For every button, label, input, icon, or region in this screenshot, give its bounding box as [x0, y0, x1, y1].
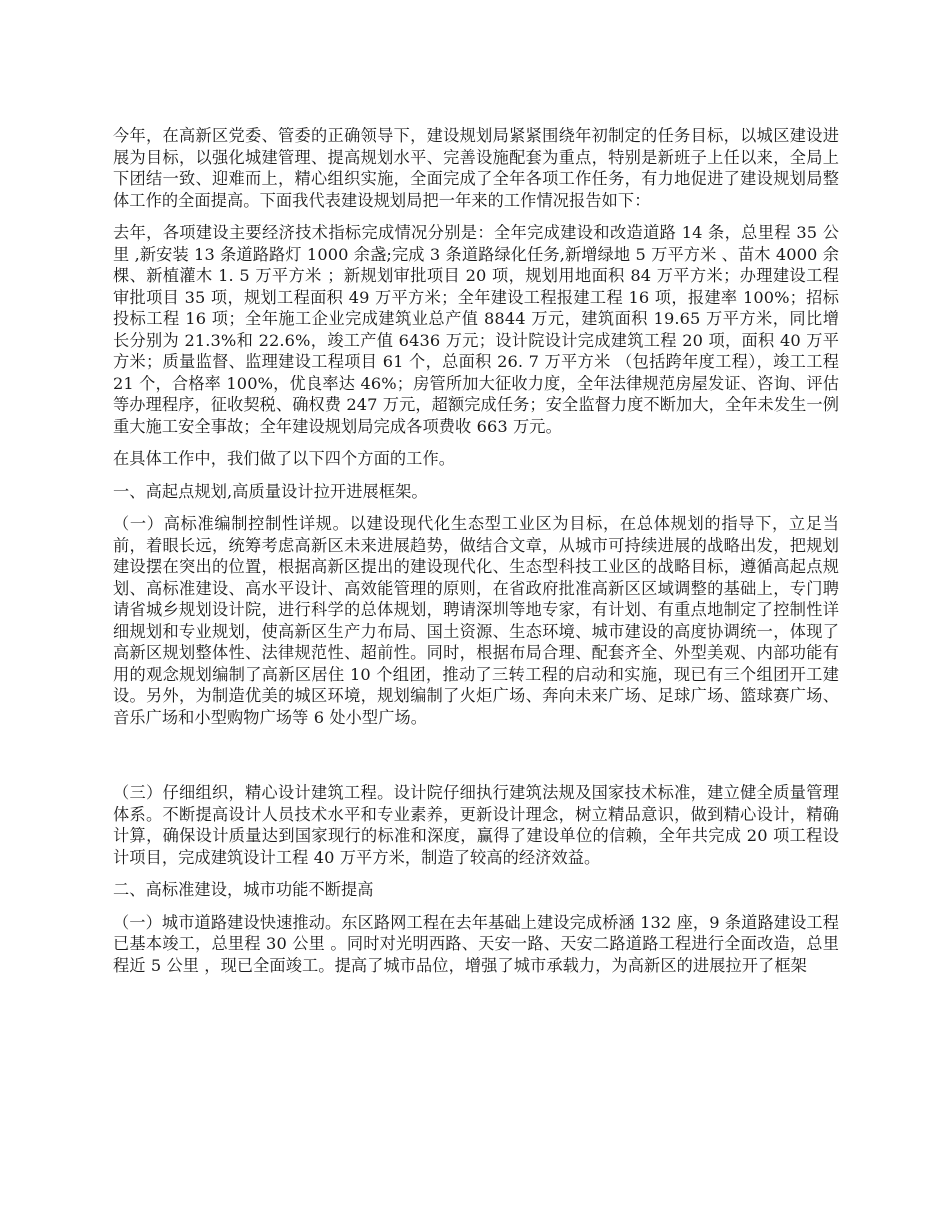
subsection-road-construction: （一）城市道路建设快速推动。东区路网工程在去年基础上建设完成桥涵 132 座，9 条道路建设工程已基本竣工，总里程 30 公里 。同时对光明西路、天安一路、天安二路道路工程进行全面改造，总里程近 5 公里 ，现已全面竣工。提高了城市品位，增强了城市承载力，为高新区的进展拉开了框架 — [113, 912, 839, 975]
indicators-paragraph: 去年，各项建设主要经济技术指标完成情况分别是：全年完成建设和改造道路 14 条，总里程 35 公里 ,新安装 13 条道路路灯 1000 余盏;完成 3 条道路绿化任务,新增绿地 5 万平方米 、苗木 4000 余棵、新植灌木 1. 5 万平方米 ；新规划审批项目 20 项，规划用地面积 84 万平方米；办理建设工程审批项目 35 项，规划工程面积 49 万平方米；全年建设工程报建工程 16 项，报建率 100%；招标投标工程 16 项；全年施工企业完成建筑业总产值 8844 万元，建筑面积 19.65 万平方米，同比增长分别为 21.3%和 22.6%，竣工产值 6436 万元；设计院设计完成建筑工程 20 项，面积 40 万平方米；质量监督、监理建设工程项目 61 个，总面积 26. 7 万平方米 （包括跨年度工程），竣工工程 21 个，合格率 100%，优良率达 46%；房管所加大征收力度，全年法律规范房屋发证、咨询、评估等办理程序，征收契税、确权费 247 万元，超额完成任务；安全监督力度不断加大，全年未发生一例重大施工安全事故；全年建设规划局完成各项费收 663 万元。 — [113, 223, 839, 436]
subsection-detailed-planning: （一）高标准编制控制性详规。以建设现代化生态型工业区为目标，在总体规划的指导下，立足当前，着眼长远，统筹考虑高新区未来进展趋势，做结合文章，从城市可持续进展的战略出发，把规划建设摆在突出的位置，根据高新区提出的建设现代化、生态型科技工业区的战略目标，遵循高起点规划、高标准建设、高水平设计、高效能管理的原则，在省政府批准高新区区域调整的基础上，专门聘请省城乡规划设计院，进行科学的总体规划，聘请深圳等地专家，有计划、有重点地制定了控制性详细规划和专业规划，使高新区生产力布局、国土资源、生态环境、城市建设的高度协调统一，体现了高新区规划整体性、法律规范性、超前性。同时，根据布局合理、配套齐全、外型美观、内部功能有用的观念规划编制了高新区居住 10 个组团，推动了三转工程的启动和实施，现已有三个组团开工建设。另外，为制造优美的城区环境，规划编制了火炬广场、奔向未来广场、足球广场、篮球赛广场、音乐广场和小型购物广场等 6 处小型广场。 — [113, 514, 839, 727]
section-heading-construction: 二、高标准建设，城市功能不断提高 — [113, 880, 374, 899]
work-summary-paragraph: 在具体工作中，我们做了以下四个方面的工作。 — [113, 449, 456, 468]
subsection-architectural-design: （三）仔细组织，精心设计建筑工程。设计院仔细执行建筑法规及国家技术标准，建立健全质量管理体系。不断提高设计人员技术水平和专业素养，更新设计理念，树立精品意识，做到精心设计，精确计算，确保设计质量达到国家现行的标准和深度，赢得了建设单位的信赖，全年共完成 20 项工程设计项目，完成建筑设计工程 40 万平方米，制造了较高的经济效益。 — [113, 783, 839, 867]
section-heading-planning: 一、高起点规划,高质量设计拉开进展框架。 — [113, 481, 428, 501]
document-body — [113, 125, 839, 976]
intro-paragraph: 今年，在高新区党委、管委的正确领导下，建设规划局紧紧围绕年初制定的任务目标，以城区建设进展为目标，以强化城建管理、提高规划水平、完善设施配套为重点，特别是新班子上任以来，全局上下团结一致、迎难而上，精心组织实施，全面完成了全年各项工作任务，有力地促进了建设规划局整体工作的全面提高。下面我代表建设规划局把一年来的工作情况报告如下： — [113, 126, 839, 210]
